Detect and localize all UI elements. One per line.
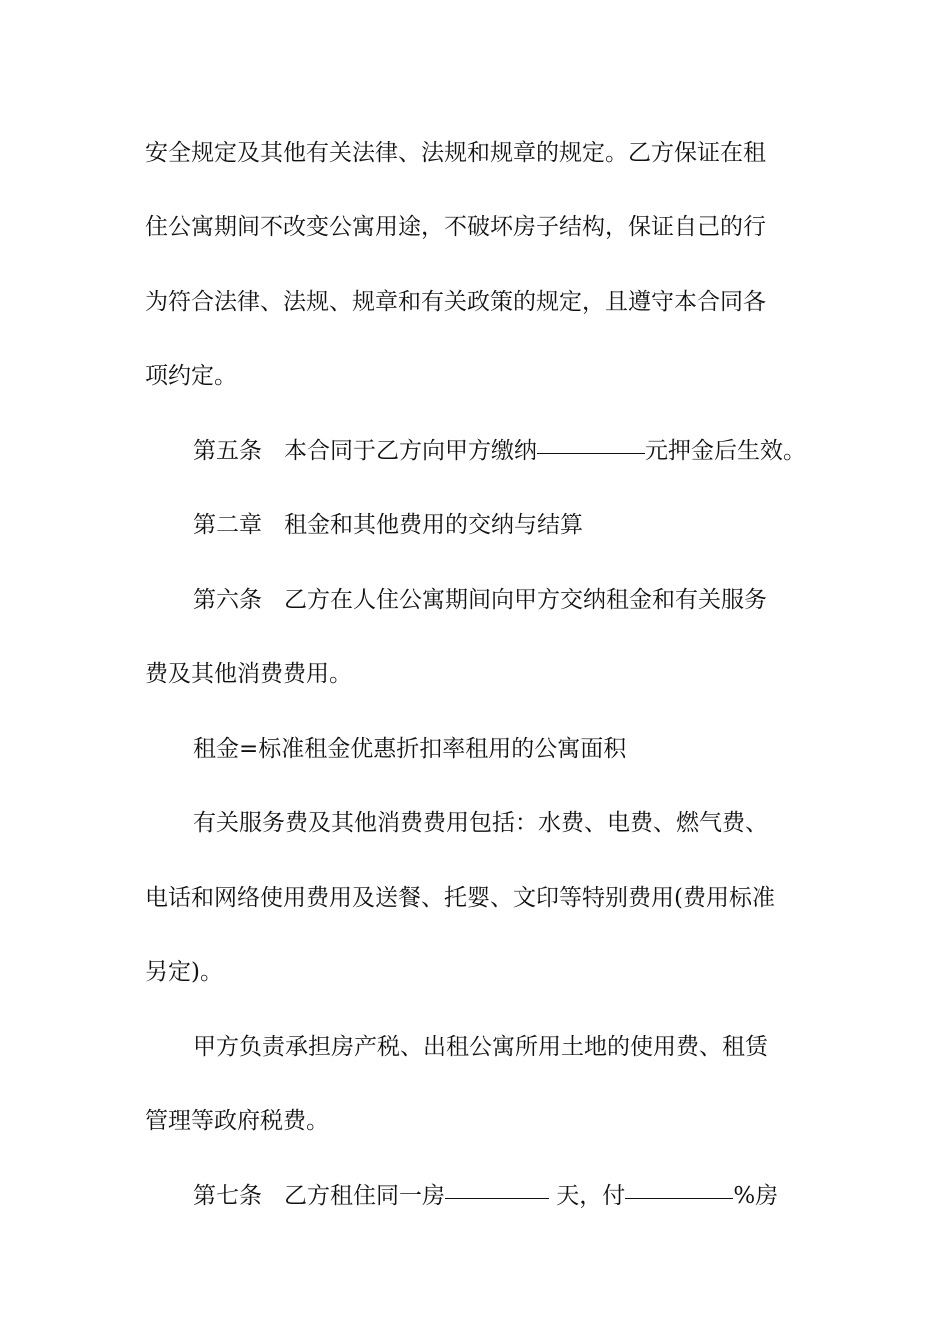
chapter-2-label: 第二章: [193, 512, 262, 538]
text-line: 为符合法律、法规、规章和有关政策的规定，且遵守本合同各: [145, 289, 766, 315]
fill-in-blank-days: [445, 1197, 549, 1199]
chapter-2-title: 租金和其他费用的交纳与结算: [284, 512, 583, 538]
article-7-label: 第七条: [193, 1183, 262, 1209]
text-line: 有关服务费及其他消费费用包括：水费、电费、燃气费、: [193, 810, 768, 836]
article-5-label: 第五条: [193, 438, 262, 464]
text-line: 租金=标准租金优惠折扣率租用的公寓面积: [193, 736, 627, 762]
article-6-label: 第六条: [193, 587, 262, 613]
text-line: 电话和网络使用费用及送餐、托婴、文印等特别费用(费用标准: [145, 885, 775, 911]
text-line: 安全规定及其他有关法律、法规和规章的规定。乙方保证在租: [145, 140, 766, 166]
text-line: 甲方负责承担房产税、出租公寓所用土地的使用费、租赁: [193, 1034, 768, 1060]
article-7: [193, 1176, 815, 1216]
text-line: 费及其他消费费用。: [145, 661, 352, 687]
text-line: 住公寓期间不改变公寓用途，不破坏房子结构，保证自己的行: [145, 214, 766, 240]
article-5-text-after: 元押金后生效。: [645, 438, 806, 464]
article-7-text-after: %房: [733, 1183, 779, 1209]
text-line: 管理等政府税费。: [145, 1108, 329, 1134]
fill-in-blank-percent: [625, 1197, 733, 1199]
article-6-text: 乙方在人住公寓期间向甲方交纳租金和有关服务: [284, 587, 767, 613]
text-line: 项约定。: [145, 363, 237, 389]
article-7-text-before: 乙方租住同一房: [284, 1183, 445, 1209]
article-5-text-before: 本合同于乙方向甲方缴纳: [284, 438, 537, 464]
article-6: [193, 580, 815, 620]
article-5: [193, 431, 815, 471]
fill-in-blank-deposit: [537, 452, 645, 454]
text-line: 另定)。: [145, 959, 223, 985]
article-7-text-middle: 天，付: [549, 1183, 626, 1209]
chapter-2-heading: [193, 505, 815, 545]
